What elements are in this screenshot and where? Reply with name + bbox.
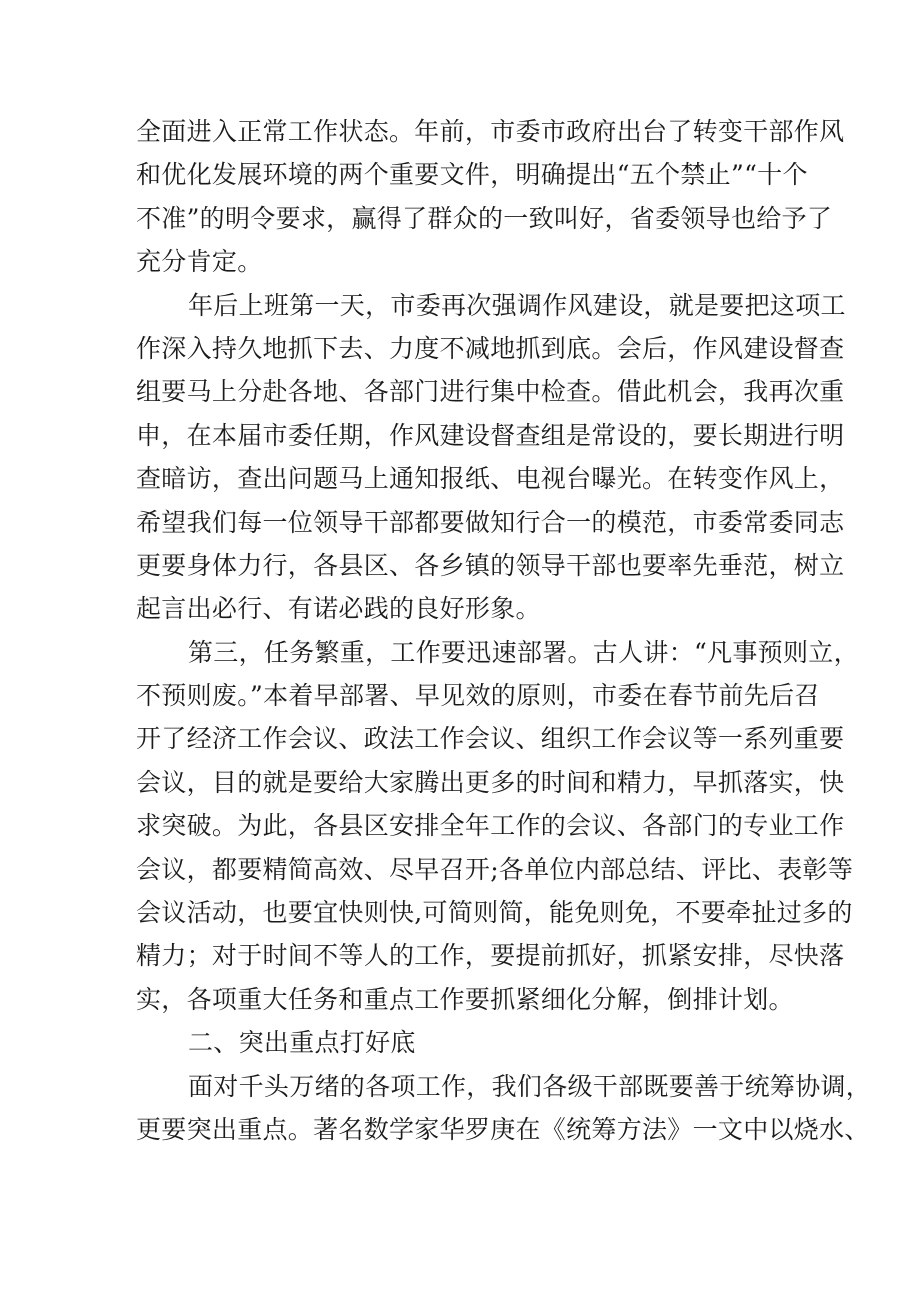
paragraph-line: 不准”的明令要求，赢得了群众的一致叫好，省委领导也给予了 — [136, 203, 833, 233]
paragraph-line: 求突破。为此，各县区安排全年工作的会议、各部门的专业工作 — [136, 811, 845, 841]
paragraph-line: 查暗访，查出问题马上通知报纸、电视台曝光。在转变作风上， — [136, 464, 845, 494]
paragraph-first-line: 面对千头万绪的各项工作，我们各级干部既要善于统筹协调， — [188, 1071, 872, 1101]
paragraph-line: 更要突出重点。著名数学家华罗庚在《统筹方法》一文中以烧水、 — [136, 1114, 870, 1144]
paragraph-line: 实，各项重大任务和重点工作要抓紧细化分解，倒排计划。 — [136, 984, 794, 1014]
paragraph-first-line: 第三，任务繁重，工作要迅速部署。古人讲：“凡事预则立， — [188, 637, 859, 667]
paragraph-line: 不预则废。”本着早部署、早见效的原则，市委在春节前先后召 — [136, 681, 820, 711]
paragraph-line: 会议活动，也要宜快则快,可简则简，能免则免，不要牵扯过多的 — [136, 898, 853, 928]
paragraph-line: 更要身体力行，各县区、各乡镇的领导干部也要率先垂范，树立 — [136, 550, 845, 580]
paragraph-line: 会议，都要精简高效、尽早召开;各单位内部总结、评比、表彰等 — [136, 854, 854, 884]
paragraph-line: 充分肯定。 — [136, 247, 263, 277]
paragraph-line: 作深入持久地抓下去、力度不减地抓到底。会后，作风建设督查 — [136, 333, 845, 363]
paragraph-first-line: 二、突出重点打好底 — [188, 1028, 416, 1058]
paragraph-line: 组要马上分赴各地、各部门进行集中检查。借此机会，我再次重 — [136, 377, 845, 407]
paragraph-line: 开了经济工作会议、政法工作会议、组织工作会议等一系列重要 — [136, 724, 845, 754]
paragraph-line: 和优化发展环境的两个重要文件，明确提出“五个禁止”“十个 — [136, 160, 808, 190]
paragraph-first-line: 年后上班第一天，市委再次强调作风建设，就是要把这项工 — [188, 290, 846, 320]
paragraph-line: 希望我们每一位领导干部都要做知行合一的模范，市委常委同志 — [136, 507, 845, 537]
paragraph-line: 会议，目的就是要给大家腾出更多的时间和精力，早抓落实，快 — [136, 767, 845, 797]
paragraph-line: 精力；对于时间不等人的工作，要提前抓好，抓紧安排，尽快落 — [136, 941, 845, 971]
paragraph-line: 全面进入正常工作状态。年前，市委市政府出台了转变干部作风 — [136, 117, 845, 146]
paragraph-line: 起言出必行、有诺必践的良好形象。 — [136, 594, 541, 624]
paragraph-line: 申，在本届市委任期，作风建设督查组是常设的，要长期进行明 — [136, 420, 845, 450]
document-body — [136, 110, 872, 1151]
